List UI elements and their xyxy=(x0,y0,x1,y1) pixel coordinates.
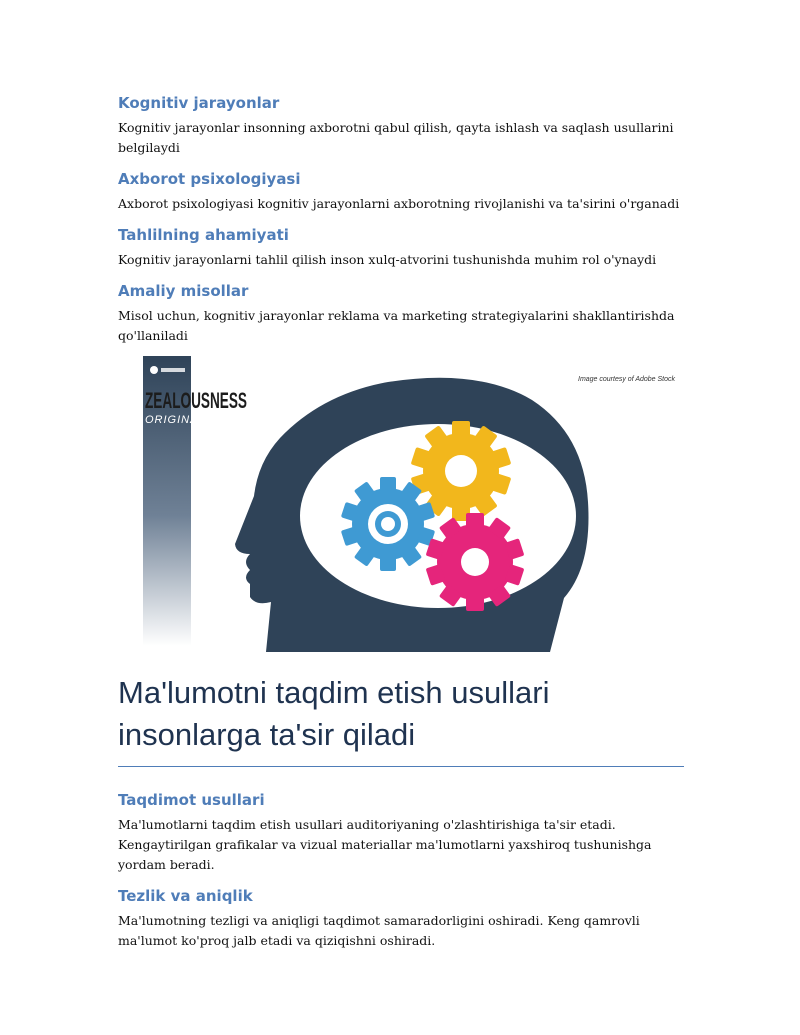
section-body: Misol uchun, kognitiv jarayonlar reklama va marketing strategiyalarini shakllantirishda qo'llaniladi xyxy=(118,308,675,343)
page-title: Ma'lumotni taqdim etish usullari insonlarga ta'sir qiladi xyxy=(118,675,550,752)
section-body: Axborot psixologiyasi kognitiv jarayonlarni axborotning rivojlanishi va ta'sirini o'rganadi xyxy=(118,196,680,211)
section-heading: Kognitiv jarayonlar xyxy=(118,94,280,112)
title-divider xyxy=(118,766,684,767)
section-practical-examples xyxy=(118,280,684,346)
brand-wordmark-sub: ORIGINALS xyxy=(145,414,214,426)
section-heading: Amaliy misollar xyxy=(118,282,249,300)
head-gears-illustration xyxy=(118,356,684,652)
pink-gear-icon xyxy=(426,513,525,611)
section-body: Kognitiv jarayonlar insonning axborotni qabul qilish, qayta ishlash va saqlash usullarini belgilaydi xyxy=(118,120,674,155)
section-body: Ma'lumotning tezligi va aniqligi taqdimot samaradorligini oshiradi. Keng qamrovli ma'lumot ko'proq jalb etadi va qiziqishni oshiradi. xyxy=(118,913,640,948)
section-heading: Tezlik va aniqlik xyxy=(118,887,253,905)
section-cognitive-processes xyxy=(118,92,684,158)
section-heading: Tahlilning ahamiyati xyxy=(118,226,289,244)
section-body: Kognitiv jarayonlarni tahlil qilish inson xulq-atvorini tushunishda muhim rol o'ynaydi xyxy=(118,252,657,267)
section-heading: Axborot psixologiyasi xyxy=(118,170,301,188)
section-heading: Taqdimot usullari xyxy=(118,791,265,809)
image-courtesy: Image courtesy of Adobe Stock xyxy=(578,376,676,383)
document-page xyxy=(118,92,684,961)
brand-logo-bar xyxy=(161,368,185,372)
section-body: Ma'lumotlarni taqdim etish usullari auditoriyaning o'zlashtirishiga ta'sir etadi. Kengaytirilgan grafikalar va vizual materiallar ma'lumotlarni yaxshiroq tushunishga yordam beradi. xyxy=(118,817,652,872)
section-information-psychology xyxy=(118,168,684,214)
section-analysis-importance xyxy=(118,224,684,270)
brand-logo-icon xyxy=(150,366,158,374)
brand-wordmark: ZEALOUSNESS xyxy=(145,388,247,413)
section-speed-accuracy xyxy=(118,885,684,951)
section-presentation-methods xyxy=(118,789,684,875)
blue-gear-icon xyxy=(341,477,435,571)
